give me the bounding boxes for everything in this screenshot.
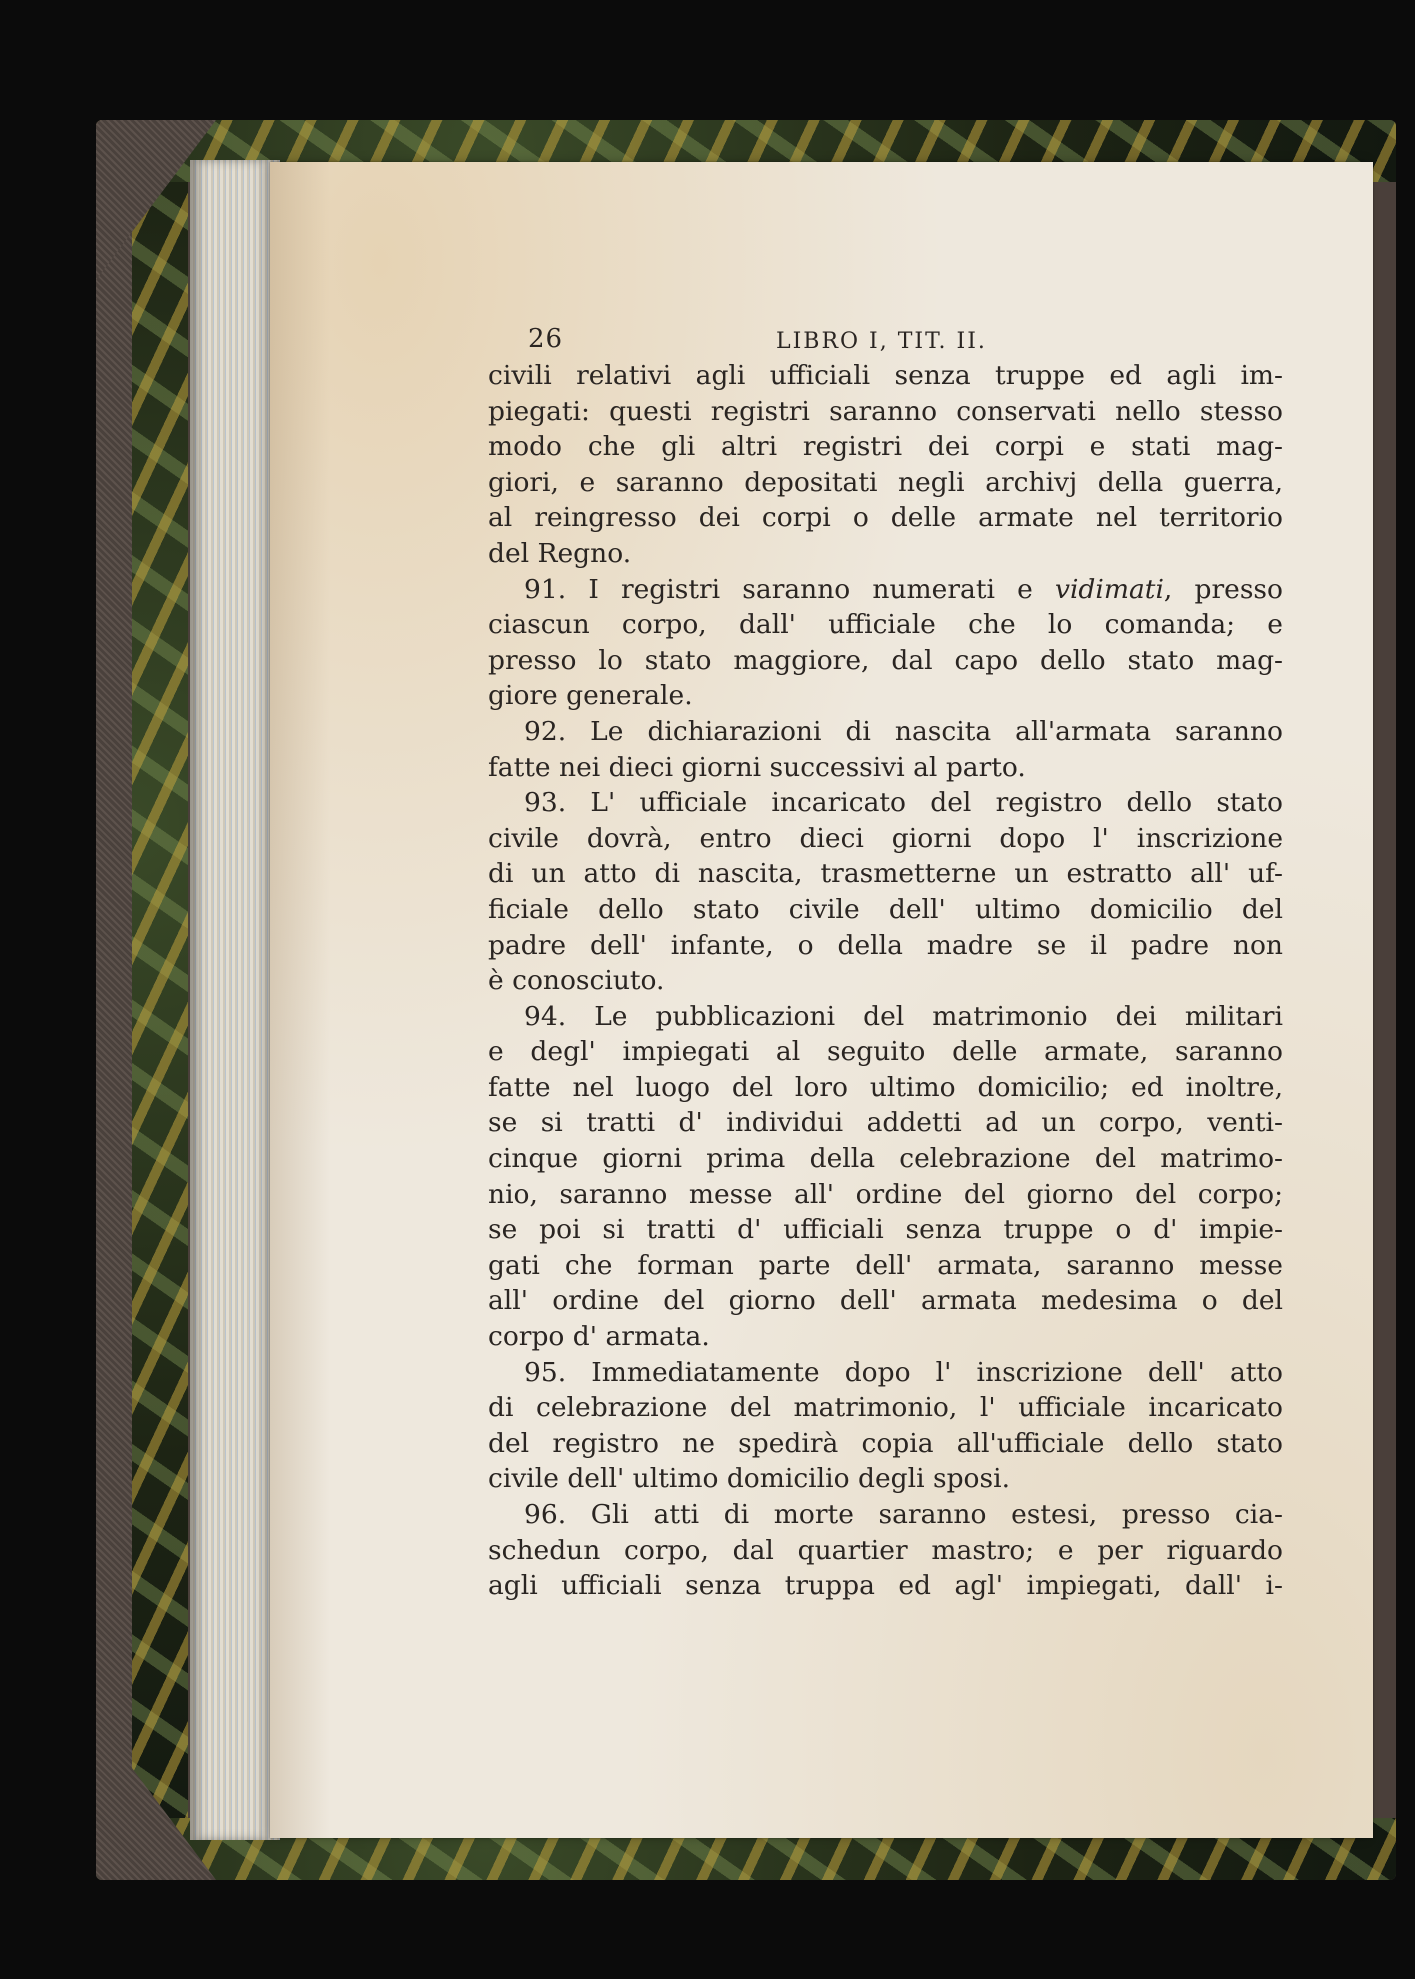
text-line: al reingresso dei corpi o delle armate nel territorio bbox=[488, 502, 1283, 534]
text-line: cinque giorni prima della celebrazione del matrimo- bbox=[488, 1143, 1283, 1175]
body-text bbox=[488, 358, 1283, 1604]
text-line: ciascun corpo, dall' ufficiale che lo comanda; e bbox=[488, 609, 1283, 641]
text-line: civili relativi agli ufficiali senza truppe ed agli im- bbox=[488, 360, 1283, 391]
running-head-title: LIBRO I, TIT. II. bbox=[776, 329, 987, 354]
text-line: 93. L' ufficiale incaricato del registro dello stato bbox=[524, 787, 1283, 819]
text-line: agli ufficiali senza truppa ed agl' impiegati, dall' i- bbox=[488, 1570, 1283, 1602]
text-line: modo che gli altri registri dei corpi e stati mag- bbox=[488, 431, 1283, 463]
text-line: schedun corpo, dal quartier mastro; e per riguardo bbox=[488, 1534, 1283, 1566]
text-line: civile dell' ultimo domicilio degli sposi. bbox=[488, 1463, 1010, 1495]
running-head bbox=[528, 322, 1283, 358]
cloth-spine bbox=[96, 120, 132, 1880]
page-number: 26 bbox=[528, 324, 564, 354]
text-line: 92. Le dichiarazioni di nascita all'armata saranno bbox=[524, 715, 1283, 747]
text-line: del Regno. bbox=[488, 537, 632, 569]
text-line: corpo d' armata. bbox=[488, 1321, 710, 1353]
text-line: se poi si tratti d' ufficiali senza truppe o d' impie- bbox=[488, 1214, 1283, 1246]
text-line: del registro ne spedirà copia all'ufficiale dello stato bbox=[488, 1427, 1283, 1459]
text-line: civile dovrà, entro dieci giorni dopo l' inscrizione bbox=[488, 822, 1283, 854]
text-line: 96. Gli atti di morte saranno estesi, presso cia- bbox=[524, 1499, 1283, 1530]
page-block-edges bbox=[190, 160, 280, 1840]
text-line: se si tratti d' individui addetti ad un corpo, venti- bbox=[488, 1107, 1283, 1139]
text-line: giori, e saranno depositati negli archivj della guerra, bbox=[488, 466, 1283, 498]
text-line: gati che forman parte dell' armata, saranno messe bbox=[488, 1249, 1283, 1281]
text-line: fatte nel luogo del loro ultimo domicilio; ed inoltre, bbox=[488, 1071, 1283, 1103]
text-line: presso lo stato maggiore, dal capo dello stato mag- bbox=[488, 644, 1283, 676]
book-page bbox=[270, 162, 1373, 1838]
text-line: di celebrazione del matrimonio, l' ufficiale incaricato bbox=[488, 1392, 1283, 1424]
text-line: padre dell' infante, o della madre se il padre non bbox=[488, 929, 1283, 961]
italic-word: vidimati bbox=[1054, 573, 1164, 605]
text-line: giore generale. bbox=[488, 680, 693, 712]
text-line: è conosciuto. bbox=[488, 965, 665, 997]
text-line: nio, saranno messe all' ordine del giorno del corpo; bbox=[488, 1178, 1283, 1210]
text-line: 91. I registri saranno numerati e vidimati, presso bbox=[524, 573, 1283, 605]
text-line: 94. Le pubblicazioni del matrimonio dei militari bbox=[524, 1000, 1283, 1032]
text-line: 95. Immediatamente dopo l' inscrizione dell' atto bbox=[524, 1356, 1283, 1388]
text-line: piegati: questi registri saranno conservati nello stesso bbox=[488, 395, 1283, 427]
text-line: ficiale dello stato civile dell' ultimo domicilio del bbox=[488, 893, 1283, 925]
text-line: di un atto di nascita, trasmetterne un estratto all' uf- bbox=[488, 858, 1283, 890]
gutter-shade bbox=[270, 162, 330, 1838]
text-line: e degl' impiegati al seguito delle armate, saranno bbox=[488, 1036, 1283, 1068]
text-line: all' ordine del giorno dell' armata medesima o del bbox=[488, 1285, 1283, 1317]
text-line: fatte nei dieci giorni successivi al parto. bbox=[488, 751, 1026, 783]
text-block bbox=[488, 322, 1283, 1604]
